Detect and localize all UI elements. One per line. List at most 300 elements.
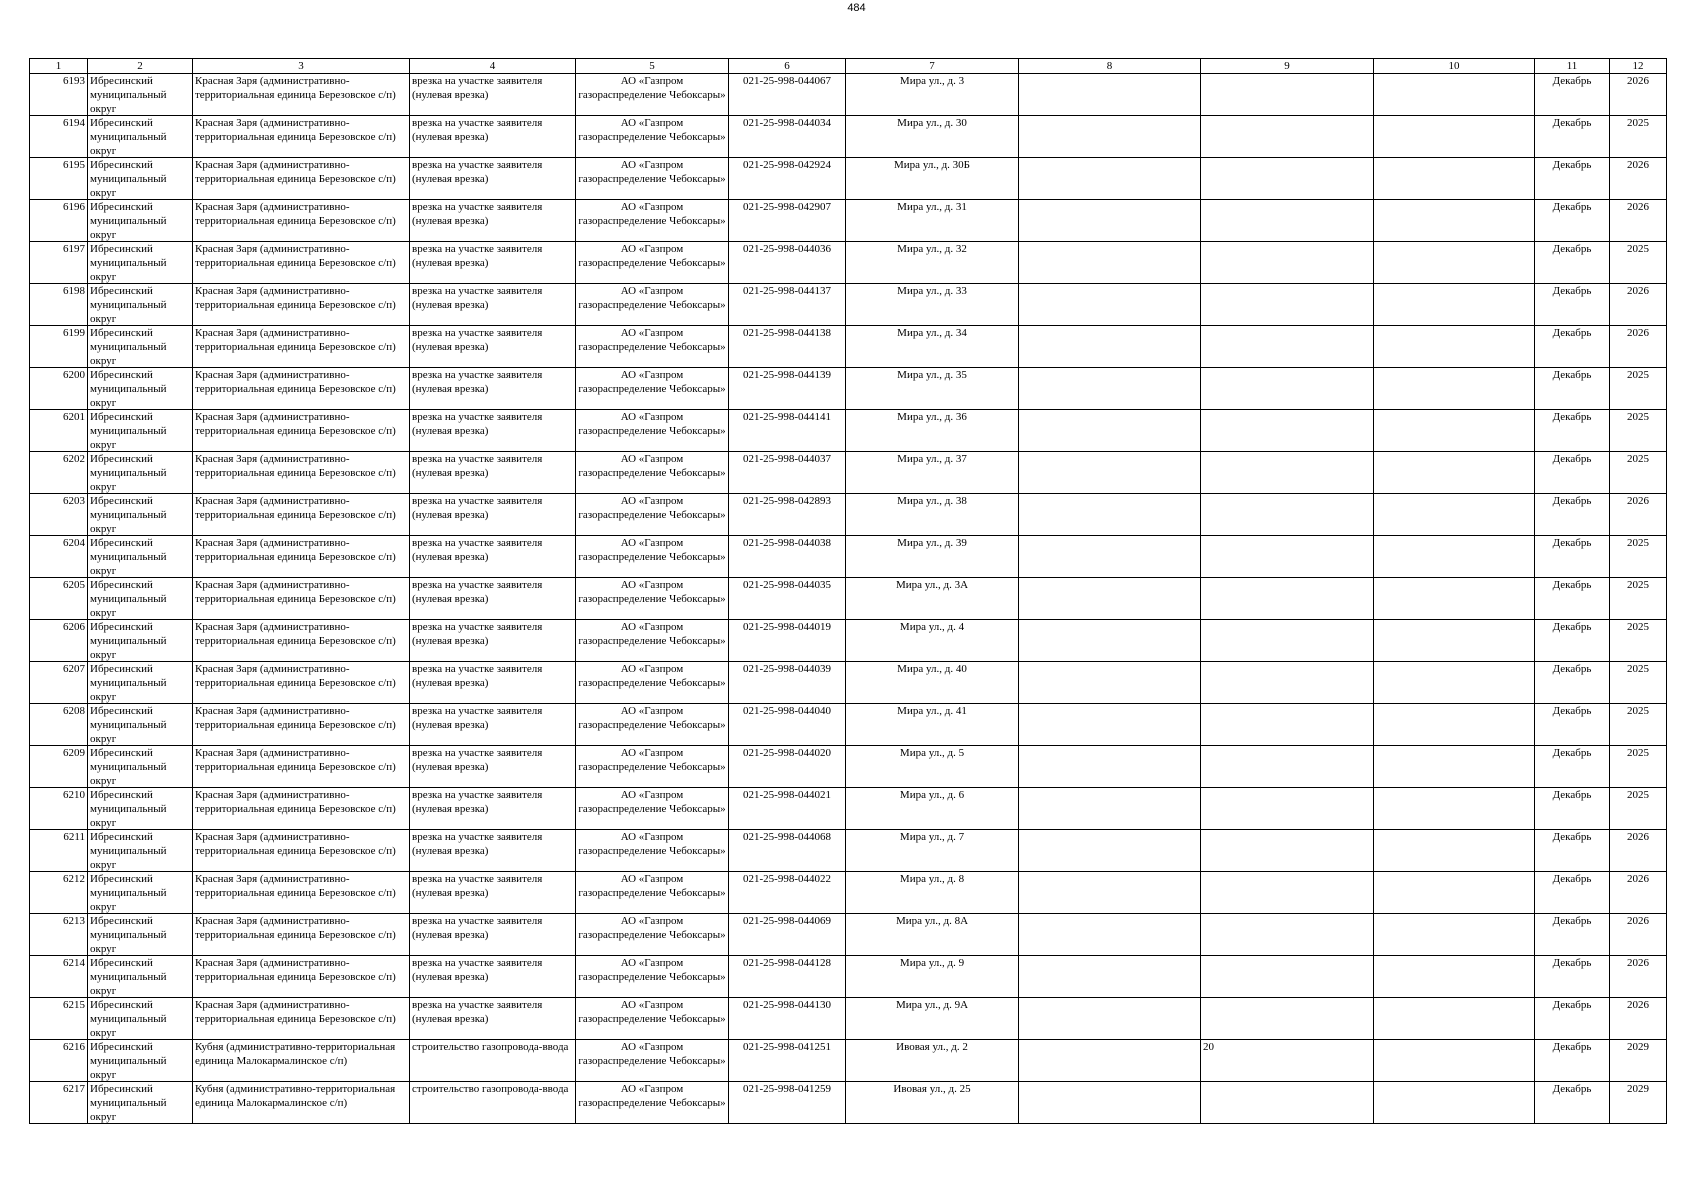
district-cell-text: Ибресинский муниципальный округ [90, 663, 167, 703]
object-code-cell [729, 620, 846, 662]
year-cell-text: 2025 [1627, 663, 1649, 675]
row-number [30, 746, 88, 788]
column-10-cell-text [1376, 998, 1532, 1039]
address-cell [846, 1082, 1019, 1124]
month-cell-text: Декабрь [1552, 453, 1592, 465]
year-cell [1610, 704, 1667, 746]
object-code-cell [729, 578, 846, 620]
year-cell-text: 2029 [1627, 1041, 1649, 1053]
organization-cell-text: АО «Газпром газораспределение Чебоксары» [578, 831, 726, 857]
table-row [30, 956, 1667, 998]
month-cell-text: Декабрь [1552, 957, 1592, 969]
organization-cell-text: АО «Газпром газораспределение Чебоксары» [578, 159, 726, 185]
row-number-text: 6193 [63, 75, 85, 87]
month-cell-text: Декабрь [1552, 117, 1592, 129]
address-cell [846, 1040, 1019, 1082]
year-cell-text: 2025 [1627, 453, 1649, 465]
column-8-cell [1019, 578, 1201, 620]
column-9-cell-text [1203, 452, 1371, 493]
organization-cell [576, 494, 729, 536]
year-cell [1610, 914, 1667, 956]
address-cell-text: Мира ул., д. 7 [899, 831, 965, 843]
organization-cell [576, 872, 729, 914]
column-10-cell-text [1376, 200, 1532, 241]
object-code-cell [729, 116, 846, 158]
row-number-text: 6217 [63, 1083, 85, 1095]
locality-cell-text: Красная Заря (административно-территориальная единица Березовское с/п) [195, 621, 396, 647]
month-cell [1535, 494, 1610, 536]
month-cell-text: Декабрь [1552, 915, 1592, 927]
address-cell-text: Мира ул., д. 30Б [894, 159, 970, 171]
district-cell [88, 410, 193, 452]
column-9-cell-text [1203, 788, 1371, 829]
column-8-cell [1019, 1040, 1201, 1082]
district-cell [88, 242, 193, 284]
year-cell [1610, 158, 1667, 200]
table-row [30, 200, 1667, 242]
table-row [30, 830, 1667, 872]
column-10-cell [1374, 1082, 1535, 1124]
object-code-cell-text: 021-25-998-044019 [743, 621, 831, 633]
year-cell [1610, 494, 1667, 536]
organization-cell-text: АО «Газпром газораспределение Чебоксары» [578, 369, 726, 395]
year-cell-text: 2026 [1627, 831, 1649, 843]
address-cell-text: Мира ул., д. 8 [899, 873, 965, 885]
column-10-cell [1374, 200, 1535, 242]
district-cell-text: Ибресинский муниципальный округ [90, 453, 167, 493]
year-cell-text: 2025 [1627, 705, 1649, 717]
year-cell [1610, 200, 1667, 242]
object-code-cell-text: 021-25-998-044039 [743, 663, 831, 675]
row-number-text: 6198 [63, 285, 85, 297]
column-8-cell-text [1021, 116, 1198, 157]
column-9-cell [1201, 200, 1374, 242]
column-10-cell [1374, 872, 1535, 914]
column-10-cell-text [1376, 158, 1532, 199]
row-number [30, 620, 88, 662]
column-9-cell [1201, 494, 1374, 536]
column-10-cell-text [1376, 872, 1532, 913]
object-code-cell-text: 021-25-998-044130 [743, 999, 831, 1011]
work-type-cell-text: строительство газопровода-ввода [412, 1083, 569, 1095]
locality-cell-text: Кубня (административно-территориальная единица Малокармалинское с/п) [195, 1083, 396, 1109]
month-cell [1535, 872, 1610, 914]
organization-cell [576, 410, 729, 452]
row-number [30, 284, 88, 326]
year-cell-text: 2026 [1627, 915, 1649, 927]
row-number [30, 242, 88, 284]
object-code-cell [729, 830, 846, 872]
month-cell-text: Декабрь [1552, 621, 1592, 633]
work-type-cell-text: врезка на участке заявителя (нулевая врезка) [412, 453, 543, 479]
column-8-cell-text [1021, 494, 1198, 535]
work-type-cell [410, 746, 576, 788]
column-9-cell-text [1203, 368, 1371, 409]
organization-cell [576, 536, 729, 578]
table-row [30, 158, 1667, 200]
month-cell [1535, 704, 1610, 746]
organization-cell [576, 956, 729, 998]
address-cell [846, 662, 1019, 704]
month-cell-text: Декабрь [1552, 789, 1592, 801]
month-cell-text: Декабрь [1552, 831, 1592, 843]
table-row [30, 1040, 1667, 1082]
column-8-cell-text [1021, 620, 1198, 661]
row-number-text: 6204 [63, 537, 85, 549]
work-type-cell-text: врезка на участке заявителя (нулевая врезка) [412, 915, 543, 941]
object-code-cell-text: 021-25-998-044034 [743, 117, 831, 129]
column-9-cell [1201, 74, 1374, 116]
district-cell [88, 536, 193, 578]
year-cell [1610, 578, 1667, 620]
column-10-cell [1374, 704, 1535, 746]
column-8-cell [1019, 872, 1201, 914]
month-cell [1535, 830, 1610, 872]
district-cell [88, 704, 193, 746]
column-9-cell-text [1203, 74, 1371, 115]
district-cell [88, 74, 193, 116]
row-number [30, 1040, 88, 1082]
locality-cell [193, 998, 410, 1040]
object-code-cell-text: 021-25-998-042924 [743, 159, 831, 171]
organization-cell-text: АО «Газпром газораспределение Чебоксары» [578, 789, 726, 815]
year-cell [1610, 410, 1667, 452]
month-cell [1535, 998, 1610, 1040]
column-8-cell-text [1021, 158, 1198, 199]
organization-cell [576, 158, 729, 200]
address-cell [846, 116, 1019, 158]
column-10-cell-text [1376, 74, 1532, 115]
row-number-text: 6206 [63, 621, 85, 633]
month-cell [1535, 662, 1610, 704]
object-code-cell-text: 021-25-998-044035 [743, 579, 831, 591]
column-10-cell [1374, 788, 1535, 830]
address-cell-text: Ивовая ул., д. 25 [893, 1083, 971, 1095]
year-cell-text: 2025 [1627, 747, 1649, 759]
address-cell-text: Мира ул., д. 3 [899, 75, 965, 87]
work-type-cell [410, 410, 576, 452]
work-type-cell [410, 704, 576, 746]
work-type-cell-text: врезка на участке заявителя (нулевая врезка) [412, 873, 543, 899]
address-cell [846, 704, 1019, 746]
month-cell [1535, 410, 1610, 452]
address-cell [846, 536, 1019, 578]
organization-cell [576, 620, 729, 662]
organization-cell [576, 74, 729, 116]
year-cell-text: 2026 [1627, 327, 1649, 339]
organization-cell [576, 284, 729, 326]
column-8-cell-text [1021, 872, 1198, 913]
district-cell-text: Ибресинский муниципальный округ [90, 75, 167, 115]
column-10-cell-text [1376, 578, 1532, 619]
month-cell [1535, 242, 1610, 284]
address-cell-text: Ивовая ул., д. 2 [896, 1041, 968, 1053]
row-number-text: 6202 [63, 453, 85, 465]
organization-cell-text: АО «Газпром газораспределение Чебоксары» [578, 201, 726, 227]
month-cell [1535, 74, 1610, 116]
column-9-cell-text [1203, 704, 1371, 745]
column-10-cell-text [1376, 704, 1532, 745]
row-number-text: 6216 [63, 1041, 85, 1053]
row-number-text: 6195 [63, 159, 85, 171]
column-9-cell-text [1203, 116, 1371, 157]
column-8-cell [1019, 788, 1201, 830]
locality-cell-text: Красная Заря (административно-территориальная единица Березовское с/п) [195, 999, 396, 1025]
organization-cell-text: АО «Газпром газораспределение Чебоксары» [578, 327, 726, 353]
address-cell-text: Мира ул., д. 8А [895, 915, 969, 927]
year-cell-text: 2025 [1627, 117, 1649, 129]
month-cell [1535, 914, 1610, 956]
organization-cell-text: АО «Газпром газораспределение Чебоксары» [578, 999, 726, 1025]
month-cell [1535, 536, 1610, 578]
object-code-cell [729, 1040, 846, 1082]
locality-cell [193, 872, 410, 914]
locality-cell-text: Красная Заря (административно-территориальная единица Березовское с/п) [195, 537, 396, 563]
address-cell [846, 914, 1019, 956]
month-cell [1535, 746, 1610, 788]
month-cell-text: Декабрь [1552, 495, 1592, 507]
row-number [30, 956, 88, 998]
organization-cell-text: АО «Газпром газораспределение Чебоксары» [578, 411, 726, 437]
row-number [30, 452, 88, 494]
page-number: 484 [847, 2, 866, 14]
object-code-cell-text: 021-25-998-041259 [743, 1083, 831, 1095]
object-code-cell-text: 021-25-998-044137 [743, 285, 831, 297]
organization-cell-text: АО «Газпром газораспределение Чебоксары» [578, 537, 726, 563]
table-row [30, 620, 1667, 662]
year-cell [1610, 452, 1667, 494]
row-number-text: 6214 [63, 957, 85, 969]
column-9-cell [1201, 452, 1374, 494]
address-cell-text: Мира ул., д. 38 [897, 495, 967, 507]
district-cell [88, 830, 193, 872]
address-cell-text: Мира ул., д. 4 [899, 621, 965, 633]
address-cell [846, 998, 1019, 1040]
organization-cell-text: АО «Газпром газораспределение Чебоксары» [578, 747, 726, 773]
address-cell-text: Мира ул., д. 6 [899, 789, 965, 801]
column-8-cell [1019, 158, 1201, 200]
locality-cell [193, 578, 410, 620]
column-10-cell [1374, 494, 1535, 536]
locality-cell-text: Красная Заря (административно-территориальная единица Березовское с/п) [195, 159, 396, 185]
address-cell-text: Мира ул., д. 34 [897, 327, 967, 339]
work-type-cell-text: врезка на участке заявителя (нулевая врезка) [412, 117, 543, 143]
column-8-cell [1019, 284, 1201, 326]
address-cell [846, 956, 1019, 998]
locality-cell-text: Красная Заря (административно-территориальная единица Березовское с/п) [195, 201, 396, 227]
row-number [30, 494, 88, 536]
column-9-cell [1201, 746, 1374, 788]
column-9-cell-text [1203, 242, 1371, 283]
address-cell [846, 872, 1019, 914]
organization-cell-text: АО «Газпром газораспределение Чебоксары» [578, 453, 726, 479]
column-8-cell-text [1021, 998, 1198, 1039]
address-cell-text: Мира ул., д. 33 [897, 285, 967, 297]
locality-cell-text: Красная Заря (административно-территориальная единица Березовское с/п) [195, 915, 396, 941]
district-cell [88, 956, 193, 998]
month-cell [1535, 1040, 1610, 1082]
address-cell [846, 788, 1019, 830]
organization-cell [576, 788, 729, 830]
row-number-text: 6213 [63, 915, 85, 927]
organization-cell [576, 662, 729, 704]
month-cell-text: Декабрь [1552, 747, 1592, 759]
organization-cell [576, 578, 729, 620]
column-8-cell-text [1021, 1040, 1198, 1081]
district-cell-text: Ибресинский муниципальный округ [90, 579, 167, 619]
district-cell [88, 746, 193, 788]
work-type-cell-text: врезка на участке заявителя (нулевая врезка) [412, 243, 543, 269]
work-type-cell [410, 452, 576, 494]
row-number-text: 6207 [63, 663, 85, 675]
district-cell-text: Ибресинский муниципальный округ [90, 327, 167, 367]
organization-cell [576, 368, 729, 410]
row-number [30, 410, 88, 452]
column-8-cell-text [1021, 662, 1198, 703]
object-code-cell-text: 021-25-998-044139 [743, 369, 831, 381]
district-cell-text: Ибресинский муниципальный округ [90, 915, 167, 955]
row-number [30, 578, 88, 620]
object-code-cell-text: 021-25-998-044036 [743, 243, 831, 255]
column-9-cell [1201, 998, 1374, 1040]
locality-cell [193, 74, 410, 116]
column-8-cell [1019, 914, 1201, 956]
year-cell-text: 2026 [1627, 285, 1649, 297]
locality-cell-text: Красная Заря (административно-территориальная единица Березовское с/п) [195, 327, 396, 353]
row-number [30, 998, 88, 1040]
district-cell [88, 998, 193, 1040]
work-type-cell-text: врезка на участке заявителя (нулевая врезка) [412, 75, 543, 101]
column-9-cell [1201, 410, 1374, 452]
column-9-cell-text [1203, 872, 1371, 913]
work-type-cell [410, 872, 576, 914]
header-row [30, 59, 1667, 74]
object-code-cell [729, 998, 846, 1040]
organization-cell [576, 1082, 729, 1124]
column-8-cell-text [1021, 284, 1198, 325]
address-cell-text: Мира ул., д. 5 [899, 747, 965, 759]
object-code-cell [729, 326, 846, 368]
address-cell-text: Мира ул., д. 32 [897, 243, 967, 255]
work-type-cell-text: врезка на участке заявителя (нулевая врезка) [412, 831, 543, 857]
address-cell [846, 410, 1019, 452]
table-row [30, 578, 1667, 620]
year-cell [1610, 536, 1667, 578]
year-cell [1610, 242, 1667, 284]
locality-cell [193, 116, 410, 158]
object-code-cell [729, 158, 846, 200]
column-9-cell [1201, 536, 1374, 578]
year-cell [1610, 1082, 1667, 1124]
column-8-cell [1019, 746, 1201, 788]
table-row [30, 452, 1667, 494]
organization-cell [576, 914, 729, 956]
column-9-cell-text [1203, 410, 1371, 451]
column-9-cell-text [1203, 1082, 1371, 1123]
column-10-cell [1374, 74, 1535, 116]
locality-cell [193, 242, 410, 284]
column-header: 9 [1201, 59, 1374, 74]
district-cell-text: Ибресинский муниципальный округ [90, 537, 167, 577]
column-8-cell-text [1021, 746, 1198, 787]
locality-cell [193, 1082, 410, 1124]
row-number-text: 6201 [63, 411, 85, 423]
row-number [30, 788, 88, 830]
work-type-cell [410, 158, 576, 200]
year-cell [1610, 830, 1667, 872]
row-number [30, 872, 88, 914]
object-code-cell [729, 704, 846, 746]
work-type-cell-text: врезка на участке заявителя (нулевая врезка) [412, 663, 543, 689]
column-header: 11 [1535, 59, 1610, 74]
column-8-cell [1019, 1082, 1201, 1124]
month-cell [1535, 620, 1610, 662]
district-cell-text: Ибресинский муниципальный округ [90, 621, 167, 661]
month-cell [1535, 452, 1610, 494]
locality-cell [193, 284, 410, 326]
organization-cell [576, 704, 729, 746]
month-cell [1535, 578, 1610, 620]
column-9-cell-text [1203, 746, 1371, 787]
address-cell-text: Мира ул., д. 9 [899, 957, 965, 969]
column-header: 1 [30, 59, 88, 74]
address-cell [846, 830, 1019, 872]
year-cell-text: 2025 [1627, 579, 1649, 591]
work-type-cell-text: врезка на участке заявителя (нулевая врезка) [412, 957, 543, 983]
locality-cell [193, 830, 410, 872]
column-8-cell-text [1021, 704, 1198, 745]
column-8-cell [1019, 620, 1201, 662]
object-code-cell-text: 021-25-998-044021 [743, 789, 831, 801]
column-9-cell-text [1203, 620, 1371, 661]
locality-cell [193, 662, 410, 704]
row-number-text: 6210 [63, 789, 85, 801]
organization-cell-text: АО «Газпром газораспределение Чебоксары» [578, 243, 726, 269]
district-cell-text: Ибресинский муниципальный округ [90, 1083, 167, 1123]
year-cell [1610, 620, 1667, 662]
object-code-cell [729, 284, 846, 326]
object-code-cell-text: 021-25-998-044067 [743, 75, 831, 87]
work-type-cell-text: врезка на участке заявителя (нулевая врезка) [412, 705, 543, 731]
column-header: 6 [729, 59, 846, 74]
district-cell [88, 116, 193, 158]
address-cell [846, 578, 1019, 620]
object-code-cell-text: 021-25-998-044128 [743, 957, 831, 969]
column-9-cell-text [1203, 536, 1371, 577]
column-9-cell [1201, 368, 1374, 410]
column-10-cell [1374, 452, 1535, 494]
table-row [30, 788, 1667, 830]
year-cell-text: 2025 [1627, 789, 1649, 801]
month-cell-text: Декабрь [1552, 1083, 1592, 1095]
column-8-cell [1019, 200, 1201, 242]
column-8-cell [1019, 662, 1201, 704]
column-9-cell-text [1203, 158, 1371, 199]
column-8-cell-text [1021, 326, 1198, 367]
object-code-cell [729, 1082, 846, 1124]
row-number-text: 6199 [63, 327, 85, 339]
work-type-cell [410, 74, 576, 116]
column-8-cell-text [1021, 536, 1198, 577]
column-9-cell [1201, 116, 1374, 158]
locality-cell [193, 1040, 410, 1082]
month-cell [1535, 284, 1610, 326]
table-row [30, 74, 1667, 116]
work-type-cell [410, 494, 576, 536]
month-cell-text: Декабрь [1552, 411, 1592, 423]
organization-cell-text: АО «Газпром газораспределение Чебоксары» [578, 75, 726, 101]
column-8-cell-text [1021, 410, 1198, 451]
